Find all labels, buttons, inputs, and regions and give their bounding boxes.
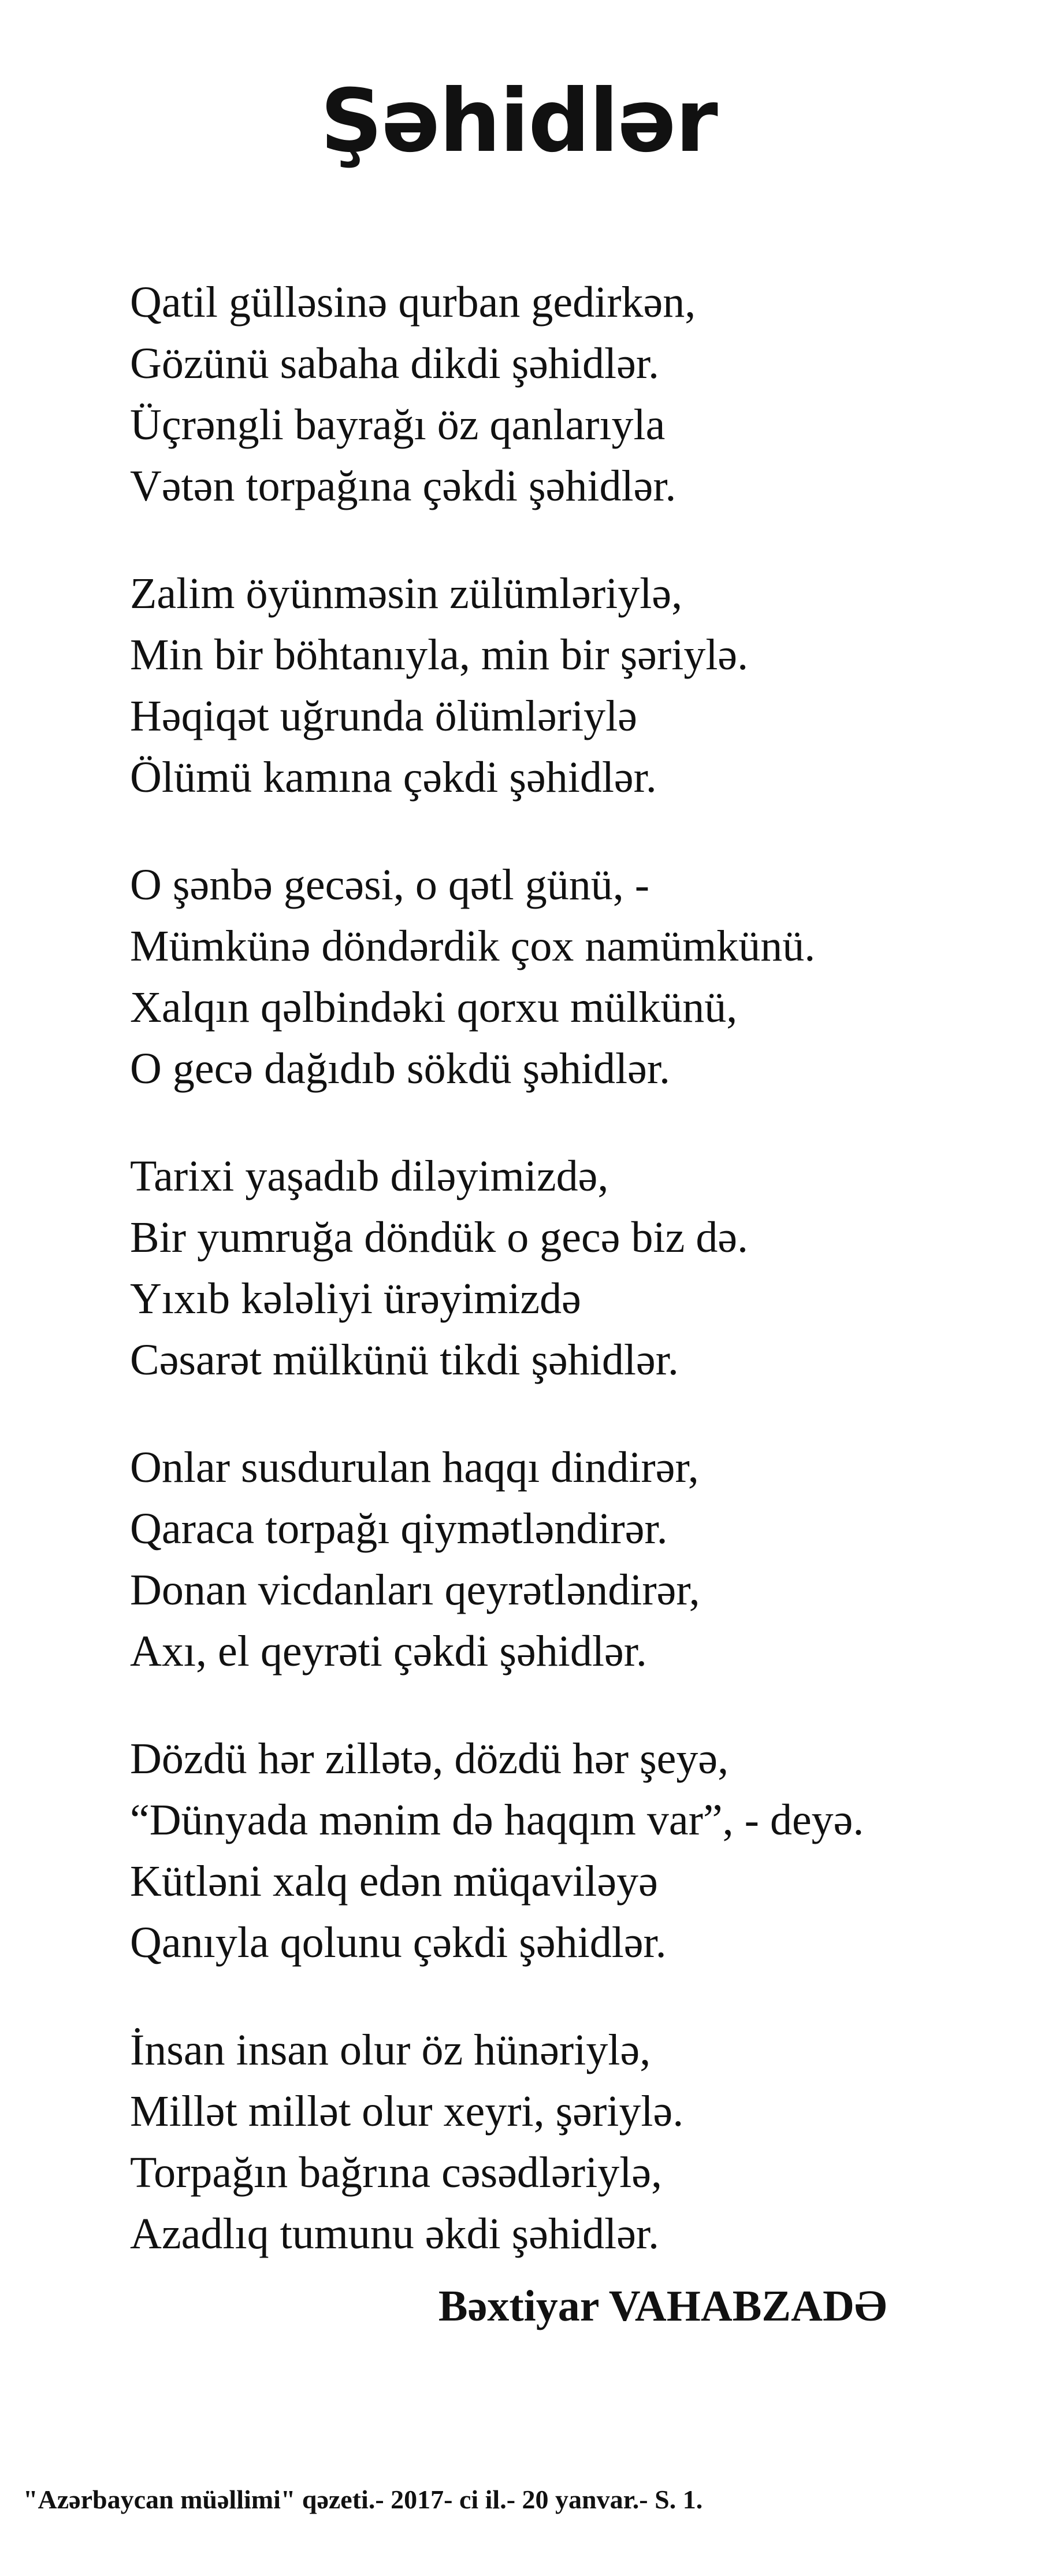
poem-line: Vətən torpağına çəkdi şəhidlər.: [130, 462, 677, 510]
poem-line: İnsan insan olur öz hünəriylə,: [130, 2026, 651, 2074]
poem-line: Xalqın qəlbindəki qorxu mülkünü,: [130, 983, 738, 1032]
poem-line: Zalim öyünməsin zülümləriylə,: [130, 569, 683, 618]
poem-line: Qanıyla qolunu çəkdi şəhidlər.: [130, 1918, 667, 1967]
poem-line: Gözünü sabaha dikdi şəhidlər.: [130, 339, 660, 388]
poem-line: “Dünyada mənim də haqqım var”, - deyə.: [130, 1796, 864, 1844]
poem-line: Tarixi yaşadıb diləyimizdə,: [130, 1152, 609, 1200]
poem-line: Ölümü kamına çəkdi şəhidlər.: [130, 753, 657, 802]
poem-line: Axı, el qeyrəti çəkdi şəhidlər.: [130, 1627, 647, 1676]
poem-line: Azadlıq tumunu əkdi şəhidlər.: [130, 2210, 660, 2258]
poem-line: O şənbə gecəsi, o qətl günü, -: [130, 861, 650, 909]
poem-line: Həqiqət uğrunda ölümləriylə: [130, 692, 637, 740]
poem-line: Bir yumruğa döndük o gecə biz də.: [130, 1213, 749, 1262]
stanza-2: [130, 563, 968, 808]
stanza-7: [130, 2019, 968, 2264]
stanza-4: [130, 1146, 968, 1391]
poem-line: Donan vicdanları qeyrətləndirər,: [130, 1566, 700, 1614]
poem-body: [130, 272, 968, 2311]
poem-line: Onlar susdurulan haqqı dindirər,: [130, 1443, 699, 1492]
poem-line: Min bir böhtanıyla, min bir şəriylə.: [130, 631, 749, 679]
poem-line: Üçrəngli bayrağı öz qanlarıyla: [130, 401, 666, 449]
source-citation: "Azərbaycan müəllimi" qəzeti.- 2017- ci il.- 20 yanvar.- S. 1.: [23, 2485, 703, 2514]
poem-line: Mümkünə döndərdik çox namümkünü.: [130, 922, 816, 970]
poem-line: Cəsarət mülkünü tikdi şəhidlər.: [130, 1336, 679, 1384]
stanza-3: [130, 854, 968, 1099]
stanza-5: [130, 1437, 968, 1682]
poem-line: Millət millət olur xeyri, şəriylə.: [130, 2087, 684, 2136]
poem-line: Qatil gülləsinə qurban gedirkən,: [130, 278, 696, 327]
poem-title: Şəhidlər: [320, 71, 717, 172]
poem-line: Yıxıb kələliyi ürəyimizdə: [130, 1274, 581, 1323]
poem-line: Torpağın bağrına cəsədləriylə,: [130, 2148, 663, 2197]
poem-line: Qaraca torpağı qiymətləndirər.: [130, 1504, 668, 1553]
poem-line: O gecə dağıdıb sökdü şəhidlər.: [130, 1044, 671, 1093]
stanza-6: [130, 1728, 968, 1973]
poem-line: Kütləni xalq edən müqaviləyə: [130, 1857, 658, 1906]
stanza-1: [130, 272, 968, 517]
author-name: Bəxtiyar VAHABZADƏ: [438, 2282, 887, 2330]
poem-line: Dözdü hər zillətə, dözdü hər şeyə,: [130, 1734, 729, 1783]
